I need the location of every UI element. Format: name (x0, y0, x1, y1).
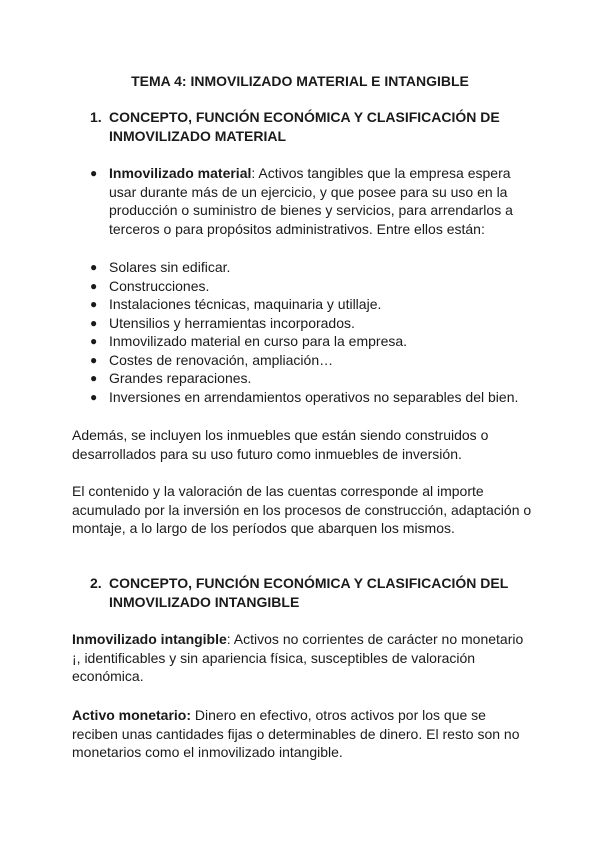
bullet-icon: ● (90, 166, 98, 180)
list-item-text: Inmovilizado material en curso para la empresa. (109, 333, 408, 349)
definition-bullet (90, 164, 520, 238)
section-1-number: 1. (90, 109, 102, 125)
list-item (90, 258, 530, 277)
definition-text (109, 164, 520, 238)
list-item (90, 332, 530, 351)
section-2-heading-line-1: CONCEPTO, FUNCIÓN ECONÓMICA Y CLASIFICACIÓN DEL (109, 575, 509, 591)
list-item-text: Solares sin edificar. (109, 259, 231, 275)
bullet-icon: ● (90, 315, 98, 330)
list-item-text: Instalaciones técnicas, maquinaria y utillaje. (109, 296, 382, 312)
list-item (90, 351, 530, 370)
list-item-text: Inversiones en arrendamientos operativos no separables del bien. (109, 388, 519, 405)
list-item (90, 388, 530, 407)
asset-list (90, 258, 530, 406)
document-title: TEMA 4: INMOVILIZADO MATERIAL E INTANGIBLE (131, 73, 469, 89)
paragraph-inversion: Además, se incluyen los inmuebles que están siendo construidos o desarrollados para su uso futuro como inmuebles de inversión. (72, 427, 489, 462)
list-item (90, 314, 530, 333)
paragraph-valoracion: El contenido y la valoración de las cuentas corresponde al importe acumulado por la inversión en los procesos de construcción, adaptación o montaje, a lo largo de los períodos que abarquen los mismos. (72, 483, 532, 536)
list-item-text: Construcciones. (109, 277, 210, 294)
section-2-number: 2. (90, 575, 102, 591)
list-item (90, 369, 530, 388)
definition-body: : Activos tangibles que la empresa espera usar durante más de un ejercicio, y que posee para su uso en la producción o suministro de bienes y servicios, para arrendarlos a terceros o para propósitos administrativos. Entre ellos están: (109, 165, 513, 237)
paragraph-intangible (72, 630, 532, 686)
section-1-heading-line-2: INMOVILIZADO MATERIAL (109, 128, 287, 144)
bullet-icon: ● (90, 371, 98, 385)
bullet-icon: ● (90, 278, 98, 293)
text-monetario: Dinero en efectivo, otros activos por los que se reciben unas cantidades fijas o determinables de dinero. El resto son no monetarios como el inmovilizado intangible. (72, 707, 520, 760)
text-intangible: : Activos no corrientes de carácter no monetario ¡, identificables y sin apariencia física, susceptibles de valoración económica. (72, 631, 524, 684)
section-1-heading (90, 108, 510, 146)
bullet-icon: ● (90, 334, 98, 348)
definition-term: Inmovilizado material (109, 165, 252, 181)
bullet-icon: ● (90, 352, 98, 367)
list-item (90, 295, 530, 314)
term-monetario: Activo monetario: (72, 707, 192, 723)
bullet-icon: ● (90, 389, 98, 404)
term-intangible: Inmovilizado intangible (72, 631, 227, 647)
list-item-text: Utensilios y herramientas incorporados. (109, 314, 355, 331)
list-item (90, 277, 530, 296)
list-item-text: Costes de renovación, ampliación… (109, 351, 334, 368)
paragraph-monetario (72, 706, 532, 762)
list-item-text: Grandes reparaciones. (109, 370, 252, 386)
bullet-icon: ● (90, 297, 98, 311)
bullet-icon: ● (90, 260, 98, 274)
section-1-heading-line-1: CONCEPTO, FUNCIÓN ECONÓMICA Y CLASIFICACIÓN DE (109, 109, 500, 125)
section-2-heading (90, 574, 510, 612)
section-2-heading-line-2: INMOVILIZADO INTANGIBLE (109, 594, 300, 610)
